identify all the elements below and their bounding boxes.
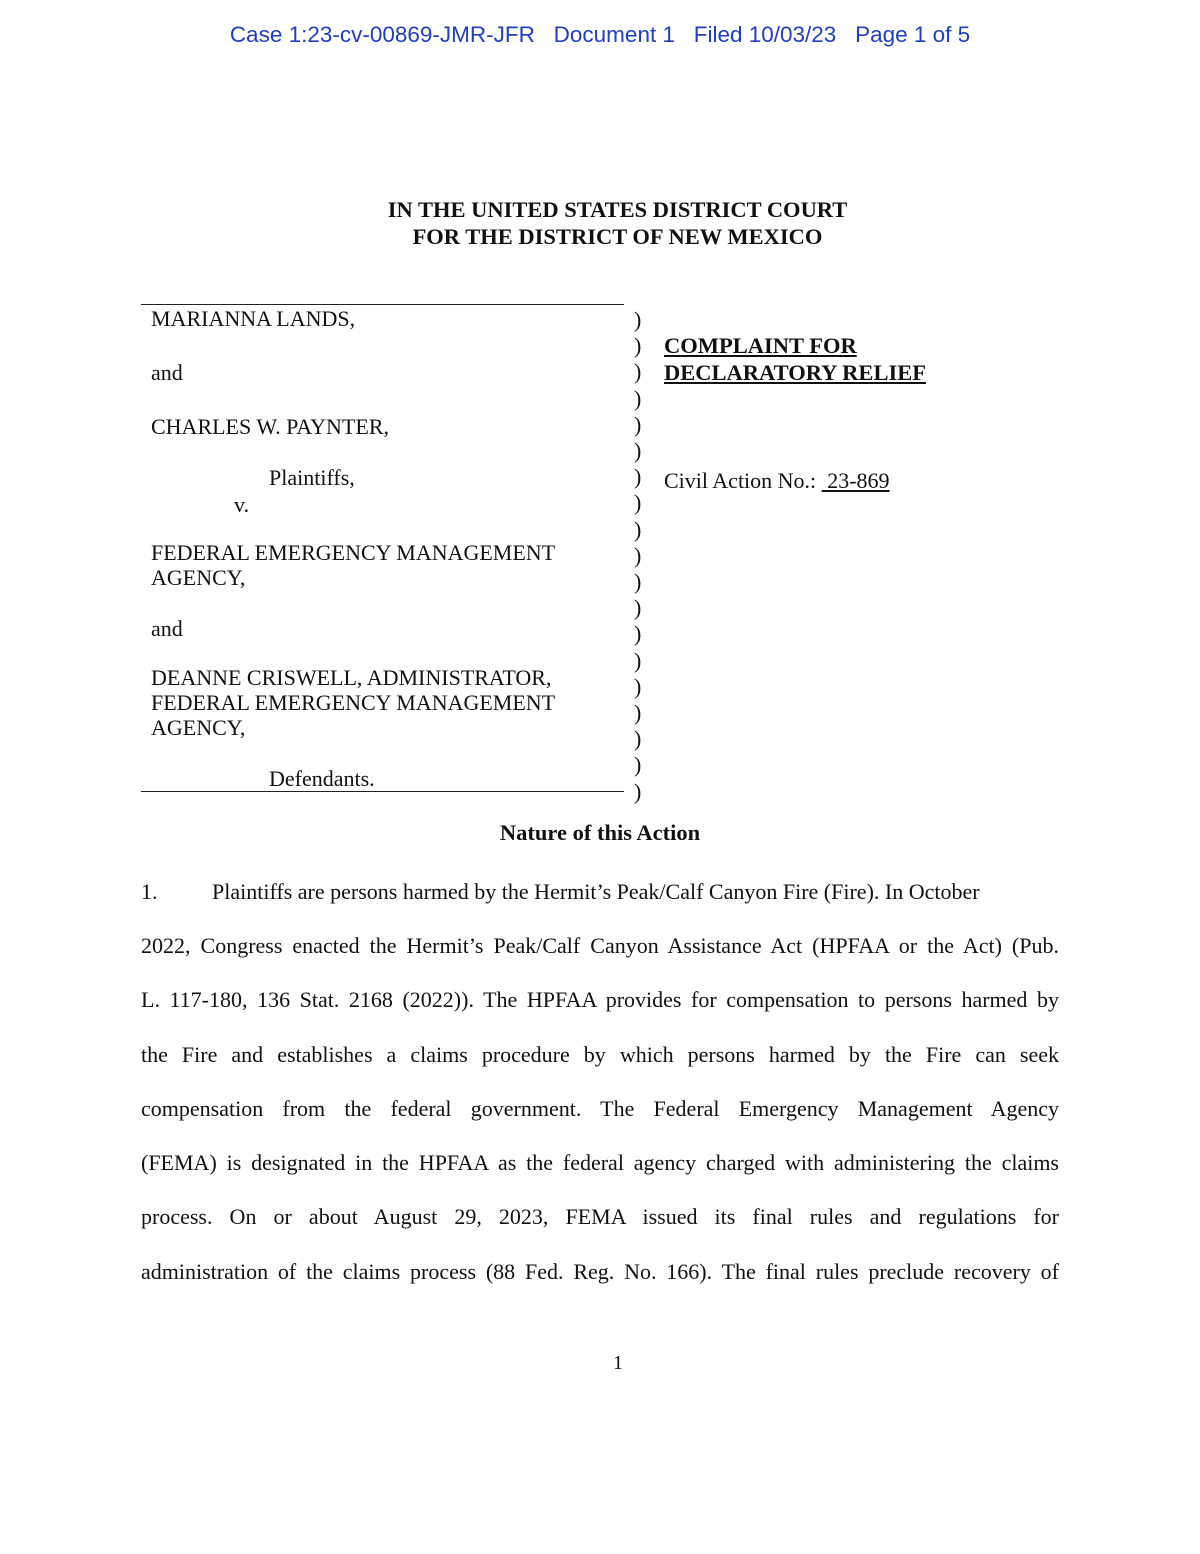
civil-action-label: Civil Action No.:	[664, 468, 817, 493]
plaintiffs-label: Plaintiffs,	[269, 465, 355, 490]
section-heading: Nature of this Action	[499, 820, 701, 845]
caption-paren-column: ) ) ) ) ) ) ) ) ) ) ) ) ) ) ) ) ) ) )	[634, 307, 642, 804]
court-title	[0, 196, 1200, 250]
complaint-title-line-2: DECLARATORY RELIEF	[664, 360, 926, 385]
complaint-title	[664, 332, 926, 386]
paragraph-1-line-2: 2022, Congress enacted the Hermit’s Peak/Calf Canyon Assistance Act (HPFAA or the Act) (Pub.	[141, 933, 1059, 958]
complaint-title-line-1: COMPLAINT FOR	[664, 333, 857, 358]
defendant-2-line-2: FEDERAL EMERGENCY MANAGEMENT	[151, 690, 556, 715]
plaintiff-2-name: CHARLES W. PAYNTER,	[151, 414, 389, 439]
defendant-2-line-1: DEANNE CRISWELL, ADMINISTRATOR,	[151, 665, 552, 690]
caption-bottom-rule	[141, 791, 624, 792]
caption-and-2: and	[151, 616, 183, 641]
paragraph-number: 1.	[141, 879, 158, 904]
page-number: 1	[613, 1352, 623, 1374]
paragraph-1-line-8: administration of the claims process (88 Fed. Reg. No. 166). The final rules preclude recovery of	[141, 1259, 1059, 1284]
court-title-line-2: FOR THE DISTRICT OF NEW MEXICO	[412, 224, 823, 249]
civil-action-number	[664, 468, 890, 494]
case-header-stamp: Case 1:23-cv-00869-JMR-JFR Document 1 Filed 10/03/23 Page 1 of 5	[229, 22, 971, 47]
paragraph-1-line-6: (FEMA) is designated in the HPFAA as the federal agency charged with administering the claims	[141, 1150, 1059, 1175]
paragraph-1-line-7: process. On or about August 29, 2023, FEMA issued its final rules and regulations for	[141, 1204, 1059, 1229]
caption-top-rule	[141, 304, 624, 305]
plaintiff-1-name: MARIANNA LANDS,	[151, 306, 356, 331]
paragraph-1-line-1	[141, 865, 1059, 919]
paragraph-line-text: Plaintiffs are persons harmed by the Hermit’s Peak/Calf Canyon Fire (Fire). In October	[212, 879, 980, 904]
paragraph-1-line-4: the Fire and establishes a claims procedure by which persons harmed by the Fire can seek	[141, 1042, 1059, 1067]
defendant-1-line-2: AGENCY,	[151, 565, 246, 590]
defendants-label: Defendants.	[269, 766, 375, 791]
versus-label: v.	[234, 492, 250, 517]
paragraph-1-line-3: L. 117-180, 136 Stat. 2168 (2022)). The HPFAA provides for compensation to persons harmed by	[141, 987, 1059, 1012]
defendant-1-line-1: FEDERAL EMERGENCY MANAGEMENT	[151, 540, 556, 565]
civil-action-value: 23-869	[821, 468, 890, 493]
defendant-2-line-3: AGENCY,	[151, 715, 246, 740]
paragraph-1-line-5: compensation from the federal government. The Federal Emergency Management Agency	[141, 1096, 1059, 1121]
court-title-line-1: IN THE UNITED STATES DISTRICT COURT	[387, 197, 848, 222]
caption-and-1: and	[151, 360, 183, 385]
